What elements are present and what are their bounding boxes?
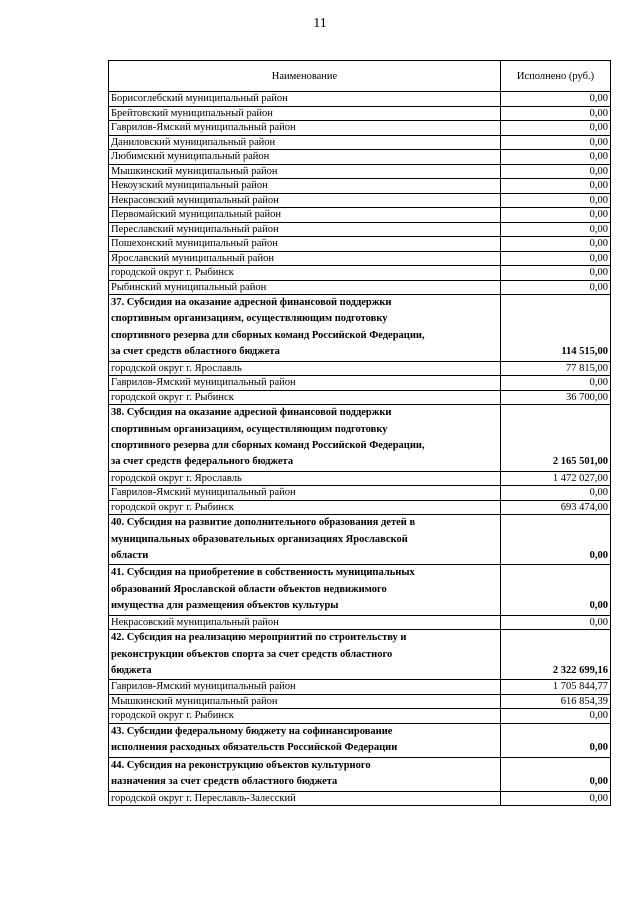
section-row [109, 723, 611, 757]
section-title-line: исполнения расходных обязательств Российской Федерации [111, 742, 398, 754]
section-total: 2 322 699,16 [501, 630, 611, 680]
section-title [109, 405, 501, 472]
row-name: Гаврилов-Ямский муниципальный район [109, 680, 501, 695]
section-title-line: 37. Субсидия на оказание адресной финансовой поддержки [111, 297, 392, 308]
section-title-line: спортивным организациям, осуществляющим подготовку [111, 423, 388, 435]
row-value: 0,00 [501, 164, 611, 179]
table-row [109, 500, 611, 515]
section-title-line: 38. Субсидия на оказание адресной финансовой поддержки [111, 407, 392, 419]
section-title [109, 723, 501, 757]
row-name: Некрасовский муниципальный район [109, 193, 501, 208]
row-value: 0,00 [501, 222, 611, 237]
section-total: 0,00 [501, 515, 611, 565]
row-value: 0,00 [501, 92, 611, 107]
table-row [109, 251, 611, 266]
table-row [109, 361, 611, 376]
section-title [109, 757, 501, 791]
row-name: городской округ г. Рыбинск [109, 390, 501, 405]
row-value: 0,00 [501, 135, 611, 150]
row-name: городской округ г. Рыбинск [109, 266, 501, 281]
section-title-line: 43. Субсидии федеральному бюджету на софинансирование [111, 725, 393, 737]
table-row [109, 121, 611, 136]
table-row [109, 615, 611, 630]
table-row [109, 280, 611, 295]
section-row [109, 757, 611, 791]
row-value: 0,00 [501, 237, 611, 252]
row-name: Пошехонский муниципальный район [109, 237, 501, 252]
table-row [109, 791, 611, 806]
section-title-line: спортивным организациям, осуществляющим подготовку [111, 313, 388, 325]
table-row [109, 164, 611, 179]
row-value: 616 854,39 [501, 694, 611, 709]
section-row [109, 565, 611, 615]
table-row [109, 486, 611, 501]
section-title-line: 41. Субсидия на приобретение в собственность муниципальных [111, 567, 415, 579]
section-title-line: назначения за счет средств областного бюджета [111, 776, 338, 788]
row-name: городской округ г. Рыбинск [109, 709, 501, 724]
row-value: 0,00 [501, 106, 611, 121]
section-title-line: реконструкции объектов спорта за счет средств областного [111, 648, 393, 660]
column-header-executed: Исполнено (руб.) [501, 61, 611, 92]
row-value: 77 815,00 [501, 361, 611, 376]
table-row [109, 92, 611, 107]
section-title-line: спортивного резерва для сборных команд Российской Федерации, [111, 439, 425, 451]
section-total: 114 515,00 [501, 295, 611, 362]
section-row [109, 295, 611, 362]
table-row [109, 150, 611, 165]
row-value: 0,00 [501, 150, 611, 165]
section-total: 2 165 501,00 [501, 405, 611, 472]
row-value: 0,00 [501, 193, 611, 208]
section-row [109, 515, 611, 565]
section-title [109, 295, 501, 362]
row-name: городской округ г. Ярославль [109, 471, 501, 486]
row-name: Первомайский муниципальный район [109, 208, 501, 223]
row-name: Любимский муниципальный район [109, 150, 501, 165]
section-title [109, 630, 501, 680]
row-value: 0,00 [501, 615, 611, 630]
row-value: 0,00 [501, 486, 611, 501]
row-name: Мышкинский муниципальный район [109, 694, 501, 709]
table-row [109, 376, 611, 391]
table-row [109, 193, 611, 208]
row-value: 1 705 844,77 [501, 680, 611, 695]
row-value: 0,00 [501, 709, 611, 724]
row-value: 1 472 027,00 [501, 471, 611, 486]
row-value: 0,00 [501, 280, 611, 295]
row-value: 0,00 [501, 251, 611, 266]
table-body [109, 92, 611, 806]
table-row [109, 237, 611, 252]
section-title-line: образований Ярославской области объектов недвижимого [111, 583, 387, 595]
row-value: 693 474,00 [501, 500, 611, 515]
table-row [109, 135, 611, 150]
column-header-name: Наименование [109, 61, 501, 92]
row-value: 0,00 [501, 376, 611, 391]
report-table [108, 60, 611, 806]
section-row [109, 405, 611, 472]
section-total: 0,00 [501, 723, 611, 757]
section-title-line: области [111, 550, 149, 562]
section-row [109, 630, 611, 680]
row-name: городской округ г. Переславль-Залесский [109, 791, 501, 806]
row-value: 36 700,00 [501, 390, 611, 405]
row-name: Даниловский муниципальный район [109, 135, 501, 150]
section-title-line: за счет средств федерального бюджета [111, 456, 294, 468]
table-row [109, 222, 611, 237]
section-title-line: 44. Субсидия на реконструкцию объектов культурного [111, 759, 371, 771]
row-name: Некрасовский муниципальный район [109, 615, 501, 630]
row-name: Гаврилов-Ямский муниципальный район [109, 121, 501, 136]
section-title-line: 42. Субсидия на реализацию мероприятий по строительству и [111, 632, 407, 644]
row-name: Борисоглебский муниципальный район [109, 92, 501, 107]
section-title [109, 515, 501, 565]
table-row [109, 471, 611, 486]
table-row [109, 680, 611, 695]
row-name: городской округ г. Ярославль [109, 361, 501, 376]
table-row [109, 208, 611, 223]
table-row [109, 179, 611, 194]
table-row [109, 266, 611, 281]
row-name: Ярославский муниципальный район [109, 251, 501, 266]
section-title-line: бюджета [111, 665, 152, 676]
row-value: 0,00 [501, 208, 611, 223]
row-name: Мышкинский муниципальный район [109, 164, 501, 179]
table-row [109, 694, 611, 709]
page-number: 11 [313, 16, 327, 31]
row-name: Брейтовский муниципальный район [109, 106, 501, 121]
row-value: 0,00 [501, 266, 611, 281]
row-name: Переславский муниципальный район [109, 222, 501, 237]
section-total: 0,00 [501, 757, 611, 791]
row-value: 0,00 [501, 179, 611, 194]
row-value: 0,00 [501, 791, 611, 806]
row-name: Гаврилов-Ямский муниципальный район [109, 376, 501, 391]
table-row [109, 709, 611, 724]
row-name: Гаврилов-Ямский муниципальный район [109, 486, 501, 501]
row-name: Некоузский муниципальный район [109, 179, 501, 194]
row-name: Рыбинский муниципальный район [109, 280, 501, 295]
section-title-line: 40. Субсидия на развитие дополнительного образования детей в [111, 517, 416, 529]
section-title-line: за счет средств областного бюджета [111, 346, 280, 358]
section-title [109, 565, 501, 615]
section-title-line: муниципальных образовательных организациях Ярославской [111, 533, 408, 545]
section-title-line: спортивного резерва для сборных команд Российской Федерации, [111, 329, 425, 341]
section-title-line: имущества для размещения объектов культуры [111, 600, 339, 612]
row-name: городской округ г. Рыбинск [109, 500, 501, 515]
section-total: 0,00 [501, 565, 611, 615]
table-row [109, 390, 611, 405]
row-value: 0,00 [501, 121, 611, 136]
table-row [109, 106, 611, 121]
table-header-row [109, 61, 611, 92]
